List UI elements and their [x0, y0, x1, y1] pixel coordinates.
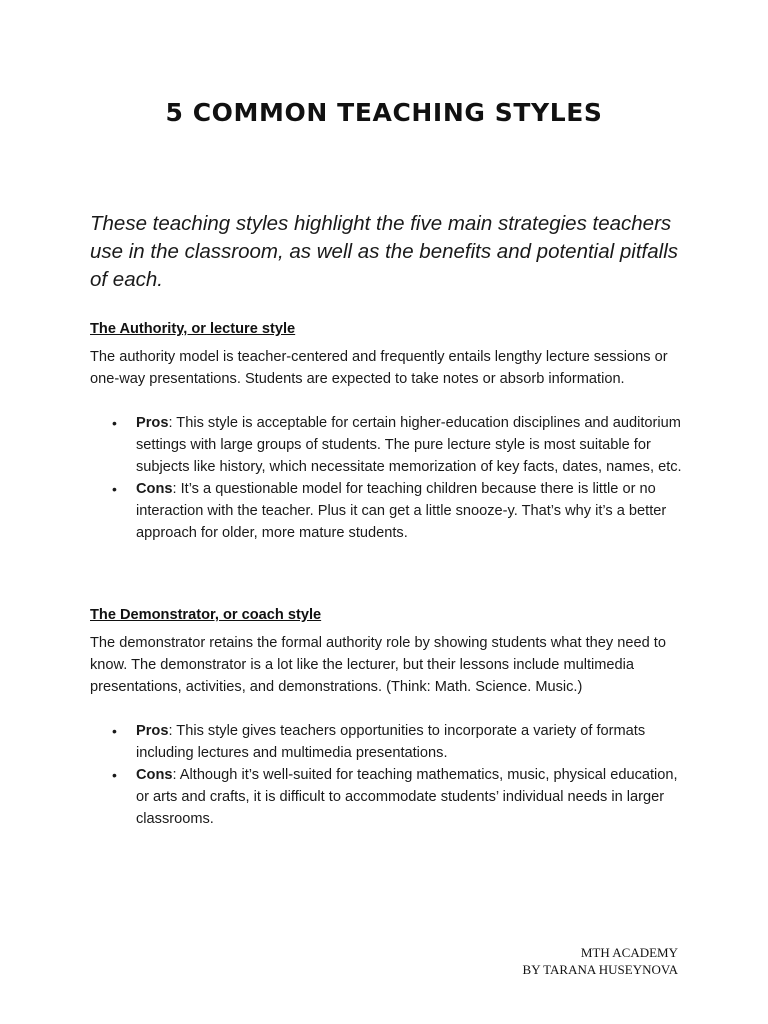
pros-cons-list — [90, 412, 690, 544]
section-body: The demonstrator retains the formal authority role by showing students what they need to know. The demonstrator is a lot like the lecturer, but their lessons include multimedia presentations, activities, and demonstrations. (Think: Math. Science. Music.) — [90, 635, 666, 695]
bullet-icon — [112, 720, 117, 742]
pros-label: Pros — [136, 723, 169, 739]
list-item-pros — [90, 412, 690, 478]
list-item-cons — [90, 478, 690, 544]
bullet-icon — [112, 412, 117, 434]
pros-text: : This style gives teachers opportunities to incorporate a variety of formats including lectures and multimedia presentations. — [136, 723, 646, 761]
list-item-pros — [90, 720, 690, 764]
footer-credit — [523, 944, 678, 978]
section-heading: The Authority, or lecture style — [90, 321, 296, 337]
cons-text: : Although it’s well-suited for teaching mathematics, music, physical education, or arts and crafts, it is difficult to accommodate students’ individual needs in larger classrooms. — [136, 767, 678, 827]
pros-cons-list — [90, 720, 690, 830]
footer-line-author: BY TARANA HUSEYNOVA — [522, 962, 678, 977]
footer-line-academy: MTH ACADEMY — [580, 945, 678, 960]
page-title: 5 COMMON TEACHING STYLES — [165, 98, 603, 127]
intro-paragraph: These teaching styles highlight the five main strategies teachers use in the classroom, as well as the benefits and potential pitfalls of each. — [90, 212, 678, 291]
bullet-icon — [112, 764, 117, 786]
pros-text: : This style is acceptable for certain higher-education disciplines and auditorium settings with large groups of students. The pure lecture style is most suitable for subjects like history, which necessitate memorization of key facts, dates, names, etc. — [136, 415, 682, 475]
list-item-cons — [90, 764, 690, 830]
cons-label: Cons — [136, 767, 173, 783]
section-body: The authority model is teacher-centered and frequently entails lengthy lecture sessions or one-way presentations. Students are expected to take notes or absorb information. — [90, 349, 668, 387]
section-authority — [90, 318, 690, 544]
section-demonstrator — [90, 604, 690, 830]
cons-text: : It’s a questionable model for teaching children because there is little or no interaction with the teacher. Plus it can get a little snooze-y. That’s why it’s a better approach for older, more mature students. — [136, 481, 667, 541]
bullet-icon — [112, 478, 117, 500]
section-heading: The Demonstrator, or coach style — [90, 607, 322, 623]
cons-label: Cons — [136, 481, 173, 497]
pros-label: Pros — [136, 415, 169, 431]
